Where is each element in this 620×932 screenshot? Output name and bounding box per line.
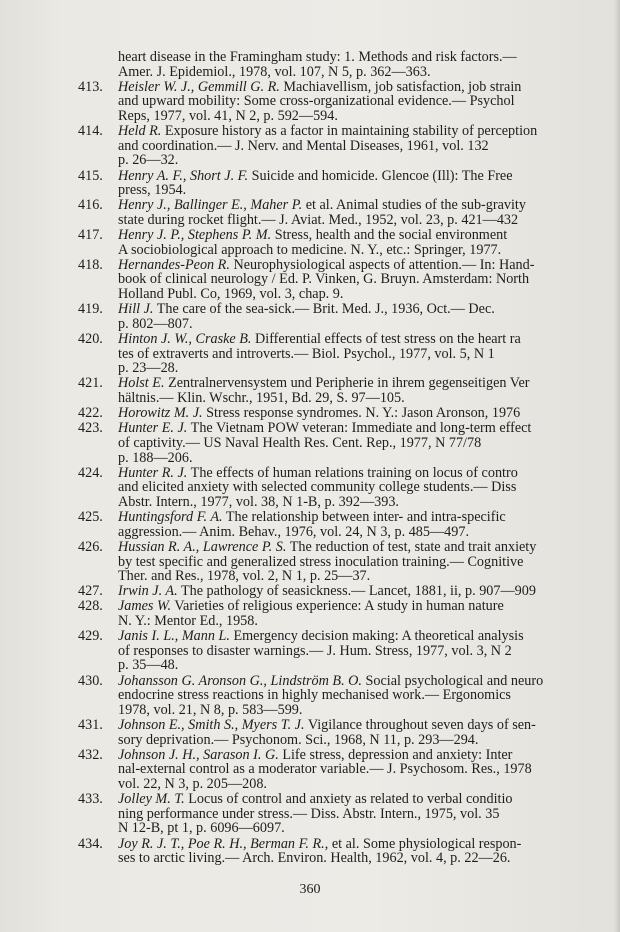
reference-text: The effects of human relations training on locus of contro <box>190 465 518 481</box>
reference-authors: Joy R. J. T., Poe R. H., Berman F. R. <box>118 836 325 852</box>
reference-entry <box>78 376 620 405</box>
reference-entry <box>78 169 620 198</box>
reference-number: 428. <box>78 599 103 615</box>
reference-authors: Janis I. L., Mann L. <box>118 629 230 645</box>
reference-text: The pathology of seasickness.— Lancet, 1881, ii, p. 907—909 <box>180 584 536 599</box>
reference-entry <box>78 258 620 302</box>
reference-text: The care of the sea-sick.— Brit. Med. J., 1936, Oct.— Dec. <box>156 302 495 318</box>
reference-line: Reps, 1977, vol. 41, N 2, p. 592—594. <box>118 107 338 124</box>
reference-line: p. 802—807. <box>118 315 193 332</box>
reference-entry <box>78 629 620 673</box>
reference-entry <box>78 332 620 376</box>
reference-line <box>118 792 620 807</box>
reference-entry <box>78 540 620 584</box>
reference-line <box>118 629 620 644</box>
reference-line: ses to arctic living.— Arch. Environ. Health, 1962, vol. 4, p. 22—26. <box>118 850 511 866</box>
reference-number: 420. <box>78 332 103 348</box>
reference-line: Ther. and Res., 1978, vol. 2, N 1, p. 25—37. <box>118 568 371 584</box>
reference-text: Differential effects of test stress on the heart ra <box>255 332 521 348</box>
reference-number: 423. <box>78 421 103 437</box>
reference-authors: Hunter R. J. <box>118 465 188 481</box>
reference-text: Exposure history as a factor in maintaining stability of perception <box>164 124 538 140</box>
reference-line: book of clinical neurology / Ed. P. Vinken, G. Bruyn. Amsterdam: North <box>118 271 530 288</box>
reference-entry <box>78 198 620 227</box>
reference-entry <box>78 792 620 836</box>
reference-line: nal-external control as a moderator variable.— J. Psychosom. Res., 1978 <box>118 761 532 778</box>
reference-number: 418. <box>78 257 103 273</box>
reference-text: Neurophysiological aspects of attention.— In: Hand- <box>233 257 535 273</box>
continuation-line: Amer. J. Epidemiol., 1978, vol. 107, N 5, p. 362—363. <box>118 63 431 80</box>
reference-authors: Horowitz M. J. <box>118 406 203 421</box>
reference-number: 417. <box>78 228 103 244</box>
reference-entry <box>78 599 620 628</box>
reference-text: Zentralnervensystem und Peripherie in ihrem gegenseitigen Ver <box>168 376 530 392</box>
reference-authors: Hinton J. W., Craske B. <box>118 332 252 348</box>
reference-authors: Huntingsford F. A. <box>118 510 223 526</box>
reference-list <box>78 50 620 866</box>
reference-entry <box>78 510 620 539</box>
reference-number: 430. <box>78 673 103 689</box>
reference-line: p. 23—28. <box>118 360 179 376</box>
reference-line: and elicited anxiety with selected community college students.— Diss <box>118 479 517 496</box>
reference-number: 415. <box>78 168 103 184</box>
reference-text: Locus of control and anxiety as related to verbal conditio <box>188 792 513 808</box>
reference-line: state during rocket flight.— J. Aviat. Med., 1952, vol. 23, p. 421—432 <box>118 211 519 228</box>
reference-authors: Jolley M. T. <box>118 792 185 808</box>
reference-line: by test specific and generalized stress inoculation training.— Cognitive <box>118 553 524 570</box>
reference-authors: Hunter E. J. <box>118 421 188 437</box>
reference-text: , et al. Some physiological respon- <box>324 836 522 852</box>
reference-number: 414. <box>78 124 103 140</box>
reference-line <box>118 258 620 273</box>
reference-entry <box>78 80 620 124</box>
reference-entry <box>78 674 620 718</box>
reference-number: 416. <box>78 198 103 214</box>
page-gutter-shadow <box>614 0 620 932</box>
reference-line: A sociobiological approach to medicine. N. Y., etc.: Springer, 1977. <box>118 241 502 258</box>
reference-line <box>118 332 620 347</box>
reference-authors: Henry A. F., Short J. F. <box>118 168 249 184</box>
reference-line <box>118 406 620 421</box>
reference-text: et al. Animal studies of the sub-gravity <box>305 198 526 214</box>
reference-number: 422. <box>78 406 103 421</box>
reference-text: The relationship between inter- and intra-specific <box>225 510 506 526</box>
entries-container <box>78 80 620 866</box>
reference-line: p. 188—206. <box>118 449 193 466</box>
reference-authors: James W. <box>118 599 172 615</box>
reference-authors: Henry J. P., Stephens P. M. <box>118 228 272 244</box>
reference-number: 431. <box>78 718 103 733</box>
reference-line <box>118 540 620 555</box>
reference-number: 421. <box>78 376 103 392</box>
reference-line: Holland Publ. Co, 1969, vol. 3, chap. 9. <box>118 286 344 302</box>
reference-line: ning performance under stress.— Diss. Abstr. Intern., 1975, vol. 35 <box>118 805 500 822</box>
reference-number: 413. <box>78 79 103 95</box>
reference-text: The reduction of test, state and trait anxiety <box>289 539 537 555</box>
reference-entry <box>78 837 620 866</box>
reference-text: Suicide and homicide. Glencoe (Ill): The Free <box>251 168 513 184</box>
reference-line: press, 1954. <box>118 182 187 198</box>
reference-line <box>118 302 620 317</box>
reference-line <box>118 837 620 852</box>
reference-text: Varieties of religious experience: A study in human nature <box>174 599 504 615</box>
reference-text: Machiavellism, job satisfaction, job strain <box>283 79 522 95</box>
reference-line <box>118 466 620 481</box>
page-number: 360 <box>299 882 321 897</box>
reference-entry <box>78 228 620 257</box>
reference-line <box>118 718 620 733</box>
reference-authors: Hernandes-Peon R. <box>118 257 230 273</box>
reference-authors: Johansson G. Aronson G., Lindström B. O. <box>118 673 362 689</box>
reference-line <box>118 80 620 95</box>
reference-line <box>118 599 620 614</box>
continuation-line: heart disease in the Framingham study: 1. Methods and risk factors.— <box>118 50 517 65</box>
reference-number: 426. <box>78 539 103 555</box>
reference-line: Abstr. Intern., 1977, vol. 38, N 1-B, p. 392—393. <box>118 493 399 510</box>
reference-authors: Hussian R. A., Lawrence P. S. <box>118 539 287 555</box>
reference-number: 424. <box>78 465 103 481</box>
reference-line: sory deprivation.— Psychonom. Sci., 1968, N 11, p. 293—294. <box>118 731 479 748</box>
reference-authors: Heisler W. J., Gemmill G. R. <box>118 79 280 95</box>
reference-line: endocrine stress reactions in highly mechanised work.— Ergonomics <box>118 687 511 704</box>
reference-number: 425. <box>78 510 103 526</box>
reference-line: aggression.— Anim. Behav., 1976, vol. 24, N 3, p. 485—497. <box>118 523 469 540</box>
reference-authors: Johnson E., Smith S., Myers T. J. <box>118 718 305 733</box>
reference-line: vol. 22, N 3, p. 205—208. <box>118 775 267 792</box>
reference-number: 427. <box>78 584 103 599</box>
reference-line <box>118 169 620 184</box>
reference-text: Stress response syndromes. N. Y.: Jason Aronson, 1976 <box>206 406 521 421</box>
reference-authors: Henry J., Ballinger E., Maher P. <box>118 198 303 214</box>
reference-authors: Holst E. <box>118 376 165 392</box>
reference-line <box>118 198 620 213</box>
reference-line: p. 26—32. <box>118 152 179 168</box>
reference-line <box>118 124 620 139</box>
reference-line <box>118 584 620 599</box>
reference-number: 433. <box>78 792 103 808</box>
reference-number: 419. <box>78 302 103 318</box>
reference-entry <box>78 421 620 465</box>
reference-authors: Johnson J. H., Sarason I. G. <box>118 747 279 763</box>
reference-entry <box>78 466 620 510</box>
reference-text: Vigilance throughout seven days of sen- <box>307 718 536 733</box>
reference-authors: Held R. <box>118 124 162 140</box>
reference-line: p. 35—48. <box>118 657 179 674</box>
continuation-entry <box>78 50 620 79</box>
reference-text: Life stress, depression and anxiety: Inter <box>282 747 513 763</box>
reference-entry <box>78 718 620 747</box>
reference-line <box>118 748 620 763</box>
reference-line <box>118 376 620 391</box>
reference-entry <box>78 406 620 421</box>
reference-number: 432. <box>78 747 103 763</box>
reference-entry <box>78 302 620 331</box>
reference-line: of responses to disaster warnings.— J. Hum. Stress, 1977, vol. 3, N 2 <box>118 642 512 659</box>
reference-line: hältnis.— Klin. Wschr., 1951, Bd. 29, S. 97—105. <box>118 390 405 406</box>
reference-text: Stress, health and the social environment <box>274 228 508 244</box>
reference-entry <box>78 748 620 792</box>
reference-entry <box>78 584 620 599</box>
reference-authors: Irwin J. A. <box>118 584 178 599</box>
reference-line <box>118 510 620 525</box>
reference-line: 1978, vol. 21, N 8, p. 583—599. <box>118 701 303 718</box>
reference-entry <box>78 124 620 168</box>
reference-number: 434. <box>78 836 103 852</box>
reference-line: tes of extraverts and introverts.— Biol. Psychol., 1977, vol. 5, N 1 <box>118 345 495 362</box>
reference-line <box>118 674 620 689</box>
reference-line <box>118 228 620 243</box>
reference-text: The Vietnam POW veteran: Immediate and long-term effect <box>190 421 532 437</box>
reference-line: N. Y.: Mentor Ed., 1958. <box>118 613 258 629</box>
reference-text: Emergency decision making: A theoretical analysis <box>233 629 524 645</box>
reference-line: of captivity.— US Naval Health Res. Cent. Rep., 1977, N 77/78 <box>118 434 482 451</box>
reference-line: N 12-B, pt 1, p. 6096—6097. <box>118 820 285 836</box>
reference-text: Social psychological and neuro <box>365 673 544 689</box>
reference-authors: Hill J. <box>118 302 154 318</box>
reference-line: and coordination.— J. Nerv. and Mental Diseases, 1961, vol. 132 <box>118 137 489 154</box>
reference-number: 429. <box>78 629 103 645</box>
reference-line: and upward mobility: Some cross-organizational evidence.— Psychol <box>118 93 515 110</box>
reference-line <box>118 421 620 436</box>
